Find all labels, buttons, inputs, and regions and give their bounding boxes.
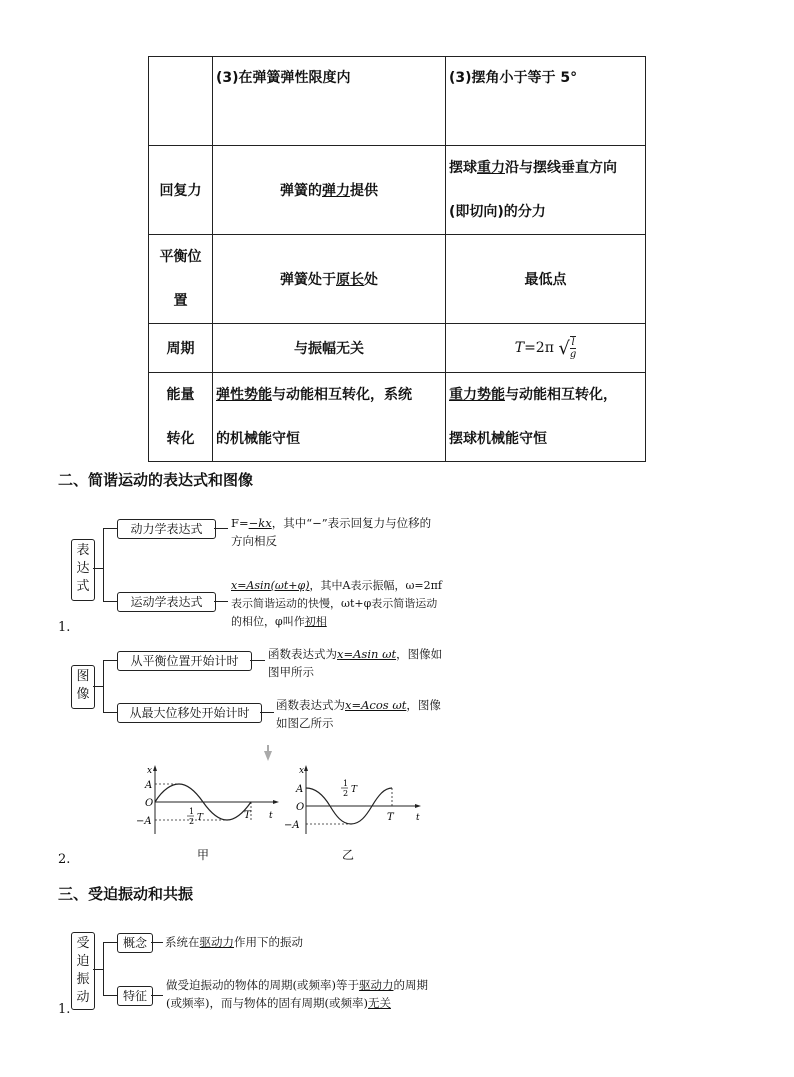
pendulum-period-formula: T=2π √ $\frac{l}{g}$ <box>446 324 646 373</box>
pendulum-energy: 重力势能与动能相互转化， 摆球机械能守恒 <box>446 373 646 462</box>
start-from-max-displacement-label: 从最大位移处开始计时 <box>117 703 262 723</box>
graph-sine <box>128 762 288 842</box>
graph-cosine <box>280 762 430 842</box>
connector <box>103 995 117 996</box>
origin-label: O <box>145 798 154 809</box>
graph-caption-a: 甲 <box>197 848 210 862</box>
half-period-label: T <box>197 813 204 823</box>
amplitude-label: A <box>296 784 304 795</box>
half-denominator: 2 <box>343 789 349 798</box>
concept-label: 概念 <box>117 933 153 953</box>
item-number: 2. <box>58 852 71 867</box>
forced-vibration-box: 受 迫 振 动 <box>71 932 95 1010</box>
period-label: T <box>244 810 251 821</box>
connector <box>103 660 104 713</box>
connector <box>214 601 228 602</box>
concept-note: 系统在驱动力作用下的振动 <box>165 935 303 949</box>
start-from-max-displacement-note: 函数表达式为x=Acos ωt，图像 如图乙所示 <box>276 698 441 730</box>
section-2-title: 二、简谐运动的表达式和图像 <box>58 471 254 489</box>
origin-label: O <box>296 802 305 813</box>
kinematics-expression-label: 运动学表达式 <box>117 592 216 612</box>
table-row-restoring-force <box>149 146 646 235</box>
neg-amplitude-label: −A <box>136 816 152 827</box>
spring-period: 与振幅无关 <box>213 324 446 373</box>
connector <box>250 660 265 661</box>
table-row-period <box>149 324 646 373</box>
spring-restoring-force: 弹簧的弹力提供 <box>213 146 446 235</box>
expression-box: 表 达 式 <box>71 539 95 601</box>
half-numerator: 1 <box>343 779 349 788</box>
feature-label: 特征 <box>117 986 153 1006</box>
x-axis-label: x <box>147 766 153 776</box>
spring-energy: 弹性势能与动能相互转化，系统 的机械能守恒 <box>213 373 446 462</box>
dynamics-expression-note: F=−kx，其中“−”表示回复力与位移的 方向相反 <box>231 516 432 548</box>
period-label: 周期 <box>149 324 213 373</box>
kinematics-expression-note: x=Asin(ωt+φ)，其中A表示振幅，ω=2πf 表示简谐运动的快慢，ωt+φ表示简谐运动 的相位，φ叫作初相 <box>231 579 442 628</box>
comparison-table <box>148 56 646 462</box>
graph-caption-b: 乙 <box>342 848 355 862</box>
connector <box>93 568 103 569</box>
neg-amplitude-label: −A <box>284 820 300 831</box>
spring-equilibrium: 弹簧处于原长处 <box>213 235 446 324</box>
graph-box: 图 像 <box>71 665 95 709</box>
connector <box>151 995 163 996</box>
table-row-equilibrium <box>149 235 646 324</box>
connector <box>103 660 117 661</box>
spring-condition: (3)在弹簧弹性限度内 <box>213 57 446 146</box>
x-axis-label: x <box>299 766 305 776</box>
connector <box>214 528 228 529</box>
table-row-conditions <box>149 57 646 146</box>
t-axis-label: t <box>416 813 420 823</box>
connector <box>93 686 103 687</box>
half-numerator: 1 <box>189 807 195 816</box>
energy-label: 能量 转化 <box>149 373 213 462</box>
start-from-equilibrium-note: 函数表达式为x=Asin ωt，图像如 图甲所示 <box>268 647 443 679</box>
start-from-equilibrium-label: 从平衡位置开始计时 <box>117 651 252 671</box>
item-number: 1. <box>58 620 71 635</box>
connector <box>103 528 117 529</box>
table-cell-empty <box>149 57 213 146</box>
pendulum-equilibrium: 最低点 <box>446 235 646 324</box>
connector <box>103 528 104 602</box>
pendulum-restoring-force: 摆球重力沿与摆线垂直方向 (即切向)的分力 <box>446 146 646 235</box>
connector <box>103 942 117 943</box>
table-row-energy <box>149 373 646 462</box>
item-number: 1. <box>58 1002 71 1017</box>
pendulum-condition: (3)摆角小于等于 5° <box>446 57 646 146</box>
half-denominator: 2 <box>189 817 195 826</box>
amplitude-label: A <box>145 780 153 791</box>
equilibrium-label: 平衡位 置 <box>149 235 213 324</box>
dynamics-expression-label: 动力学表达式 <box>117 519 216 539</box>
connector <box>103 712 117 713</box>
period-label: T <box>387 812 394 823</box>
connector <box>103 601 117 602</box>
connector <box>260 712 274 713</box>
down-arrow-icon <box>262 745 274 763</box>
connector <box>151 942 163 943</box>
restoring-force-label: 回复力 <box>149 146 213 235</box>
half-period-label: T <box>351 785 358 795</box>
t-axis-label: t <box>269 811 273 821</box>
connector <box>103 942 104 996</box>
feature-note: 做受迫振动的物体的周期(或频率)等于驱动力的周期 (或频率)，而与物体的固有周期(或频率)无关 <box>166 978 428 1010</box>
connector <box>93 969 103 970</box>
section-3-title: 三、受迫振动和共振 <box>58 885 194 903</box>
